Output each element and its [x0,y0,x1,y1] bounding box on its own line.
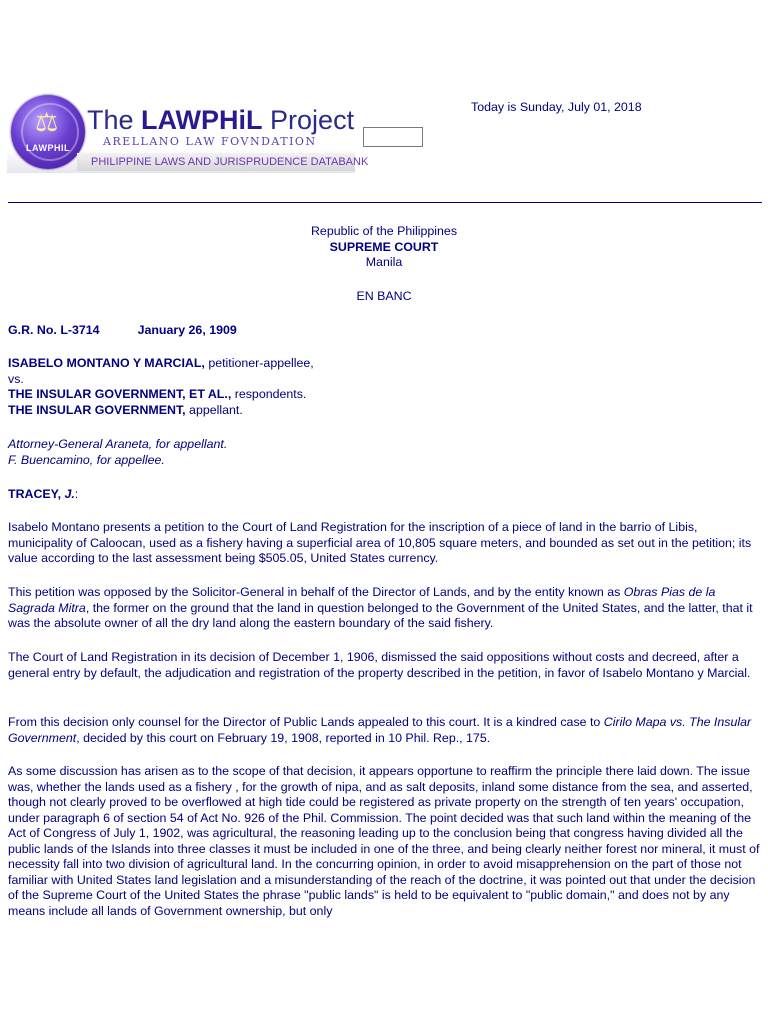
division-label: EN BANC [356,289,412,303]
party-respondent-name: THE INSULAR GOVERNMENT, ET AL., [8,387,232,401]
counsel-appellant: Attorney-General Araneta, for appellant. [8,437,228,451]
paragraph-4-italic: Cirilo Mapa vs. The Insular Government [8,715,752,745]
paragraph-2-italic: Obras Pias de la Sagrada Mitra [8,585,716,615]
justice-title: J. [64,487,75,501]
brand-title-bold: LAWPHiL [141,105,263,135]
lawphil-logo[interactable] [7,93,369,175]
parties [8,356,762,418]
brand-subtitle: ARELLANO LAW FOVNDATION [103,135,317,148]
case-number-line [8,323,762,339]
versus-label: vs. [8,371,24,386]
lawphil-seal-icon [11,95,85,169]
scales-of-justice-icon: ⚖ [35,107,59,137]
gr-number: G.R. No. L-3714 [8,323,100,337]
counsel [8,437,762,468]
supreme-court-label: SUPREME COURT [329,239,439,254]
paragraph-4 [8,715,762,746]
counsel-appellee: F. Buencamino, for appellee. [8,452,165,467]
header-divider [8,202,762,203]
brand-databank-bar: PHILIPPINE LAWS AND JURISPRUDENCE DATABANK [77,153,355,171]
justice-name: TRACEY, [8,487,65,501]
brand-title-pre: The [87,105,142,135]
justice-colon: : [74,487,79,501]
seal-text: LAWPHIL [26,143,70,153]
paragraph-1: Isabelo Montano presents a petition to the Court of Land Registration for the inscription of a piece of land in the barrio of Libis, municipality of Caloocan, used as a fishery having a superficial area of 10,805 square meters, and bounded as set out in the petition; its value according to the last assessment being $505.05, United States currency. [8,520,752,565]
paragraph-2 [8,585,762,632]
party-petitioner-name: ISABELO MONTANO Y MARCIAL, [8,356,205,370]
brand-title [87,105,354,136]
paragraph-4-text-b: , decided by this court on February 19, 1908, reported in 10 Phil. Rep., 175. [76,730,491,745]
party-appellant-name: THE INSULAR GOVERNMENT, [8,402,186,417]
paragraph-2-text-b: , the former on the ground that the land in question belonged to the Government of the United States, and the latter, that it was the absolute owner of all the dry land along the eastern boundary of the said fishery. [8,600,753,630]
paragraph-4-text-a: From this decision only counsel for the Director of Public Lands appealed to this court. It is a kindred case to [8,715,604,729]
brand-title-post: Project [262,105,355,135]
party-respondent-role: respondents. [231,387,307,401]
decision-date: January 26, 1909 [137,323,237,337]
court-heading [0,224,768,271]
party-petitioner-role: petitioner-appellee, [204,356,314,370]
logo-banner [7,93,369,173]
republic-label: Republic of the Philippines [310,224,458,238]
search-input[interactable] [363,127,423,147]
ponente [8,487,762,503]
city-label: Manila [365,255,403,269]
paragraph-2-text-a: This petition was opposed by the Solicitor-General in behalf of the Director of Lands, and by the entity known as [8,585,624,599]
party-appellant-role: appellant. [185,402,243,417]
paragraph-5: As some discussion has arisen as to the scope of that decision, it appears opportune to reaffirm the principle there laid down. The issue was, whether the lands used as a fishery , for the growth of nipa, and as salt deposits, inland some distance from the sea, and asserted, though not clearly proved to be overflowed at high tide could be registered as private property on the strength of ten years' occupation, under paragraph 6 of section 54 of Act No. 926 of the Phil. Commission. The point decided was that such land within the meaning of the Act of Congress of July 1, 1902, was agricultural, the reasoning leading up to the conclusion being that congress having divided all the public lands of the Islands into three classes it must be included in one of the three, and being clearly neither forest nor mineral, it must of necessity fall into two division of agricultural land. In the concurring opinion, in order to avoid misapprehension on the part of those not familiar with United States land legislation and a misunderstanding of the reach of the doctrine, it was pointed out that under the decision of the Supreme Court of the United States the phrase "public lands" is held to be equivalent to "public domain," and does not by any means include all lands of Government ownership, but only [8,764,760,918]
paragraph-3: The Court of Land Registration in its decision of December 1, 1906, dismissed the said oppositions without costs and decreed, after a general entry by default, the adjudication and registration of the property described in the petition, in favor of Isabelo Montano y Marcial. [8,650,751,680]
today-date: Today is Sunday, July 01, 2018 [471,100,642,114]
